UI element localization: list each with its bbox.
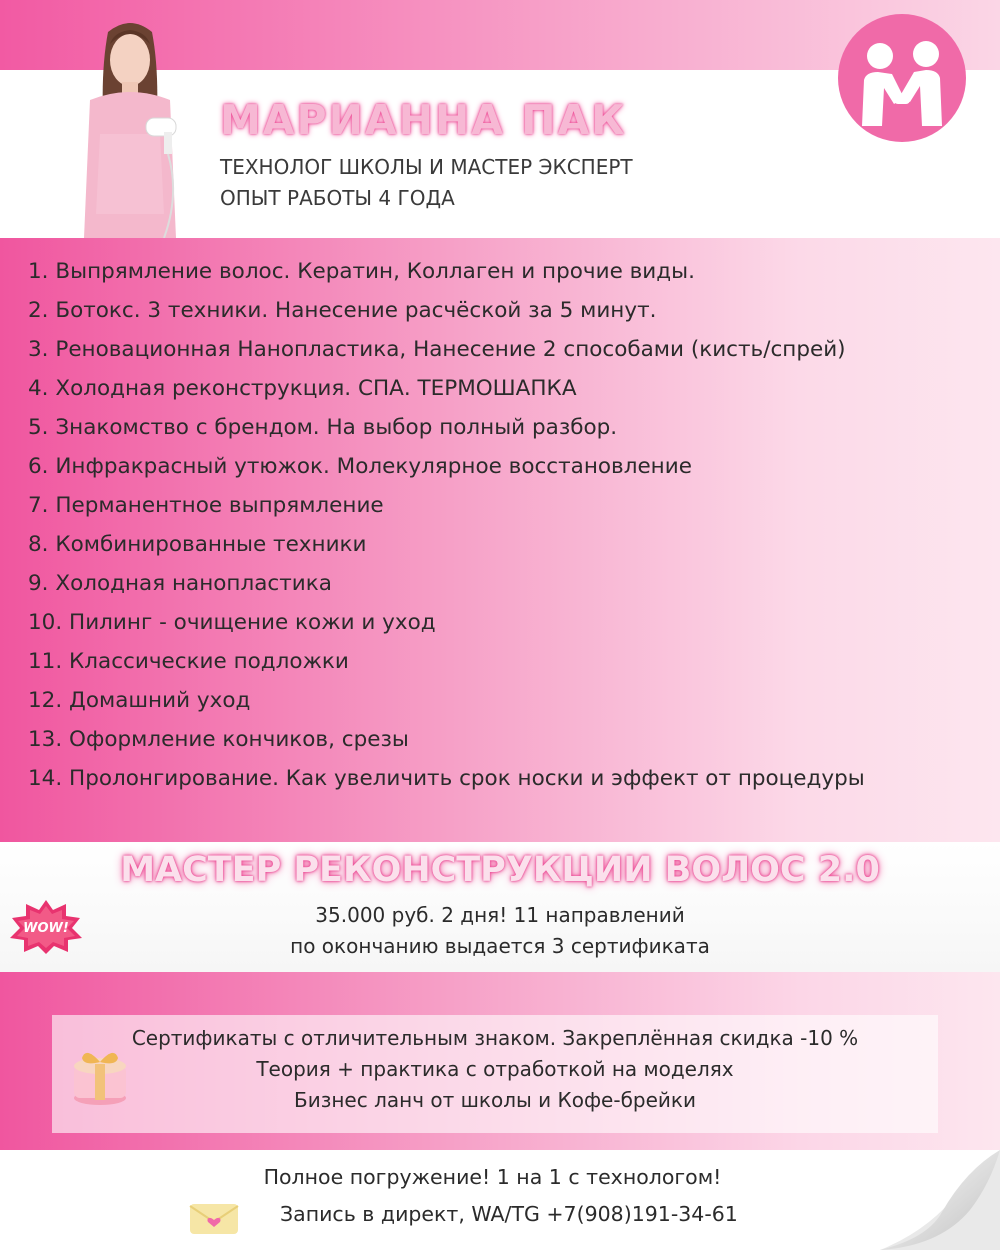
course-price: 35.000 руб. 2 дня! 11 направлений <box>315 903 685 927</box>
benefit-practice: Теория + практика с отработкой на моделях <box>256 1057 734 1081</box>
gift-box-icon <box>68 1040 132 1106</box>
list-item: 6. Инфракрасный утюжок. Молекулярное восстановление <box>28 454 692 479</box>
wow-badge-text: WOW! <box>23 921 69 936</box>
list-item: 1. Выпрямление волос. Кератин, Коллаген и прочие виды. <box>28 259 695 284</box>
benefit-certificates: Сертификаты с отличительным знаком. Закреплённая скидка -10 % <box>131 1026 859 1050</box>
topics-list <box>28 252 865 798</box>
list-item: 14. Пролонгирование. Как увеличить срок носки и эффект от процедуры <box>28 766 865 791</box>
list-item: 10. Пилинг - очищение кожи и уход <box>28 610 436 635</box>
list-item: 4. Холодная реконструкция. СПА. ТЕРМОШАПКА <box>28 376 577 401</box>
subtitle-role: ТЕХНОЛОГ ШКОЛЫ И МАСТЕР ЭКСПЕРТ <box>220 155 633 179</box>
page-title: МАРИАННА ПАК <box>220 96 627 144</box>
list-item: 5. Знакомство с брендом. На выбор полный разбор. <box>28 415 618 440</box>
list-item: 13. Оформление кончиков, срезы <box>28 727 409 752</box>
handshake-people-icon <box>838 14 966 142</box>
list-item: 8. Комбинированные техники <box>28 532 367 557</box>
list-item: 3. Реновационная Нанопластика, Нанесение 2 способами (кисть/спрей) <box>28 337 846 362</box>
list-item: 7. Перманентное выпрямление <box>28 493 384 518</box>
footer-immersion: Полное погружение! 1 на 1 с технологом! <box>263 1165 722 1189</box>
course-title: МАСТЕР РЕКОНСТРУКЦИИ ВОЛОС 2.0 <box>120 850 880 890</box>
list-item: 9. Холодная нанопластика <box>28 571 332 596</box>
benefit-lunch: Бизнес ланч от школы и Кофе-брейки <box>294 1088 696 1112</box>
footer-contact: Запись в директ, WA/TG +7(908)191-34-61 <box>280 1202 738 1226</box>
envelope-heart-icon <box>188 1200 240 1236</box>
list-item: 2. Ботокс. 3 техники. Нанесение расчёской за 5 минут. <box>28 298 657 323</box>
list-item: 12. Домашний уход <box>28 688 251 713</box>
subtitle-experience: ОПЫТ РАБОТЫ 4 ГОДА <box>220 186 455 210</box>
list-item: 11. Классические подложки <box>28 649 349 674</box>
page-curl-decoration <box>870 1150 1000 1250</box>
wow-badge-icon <box>8 898 84 954</box>
portrait-photo <box>60 14 200 238</box>
course-certificates: по окончанию выдается 3 сертификата <box>290 934 710 958</box>
